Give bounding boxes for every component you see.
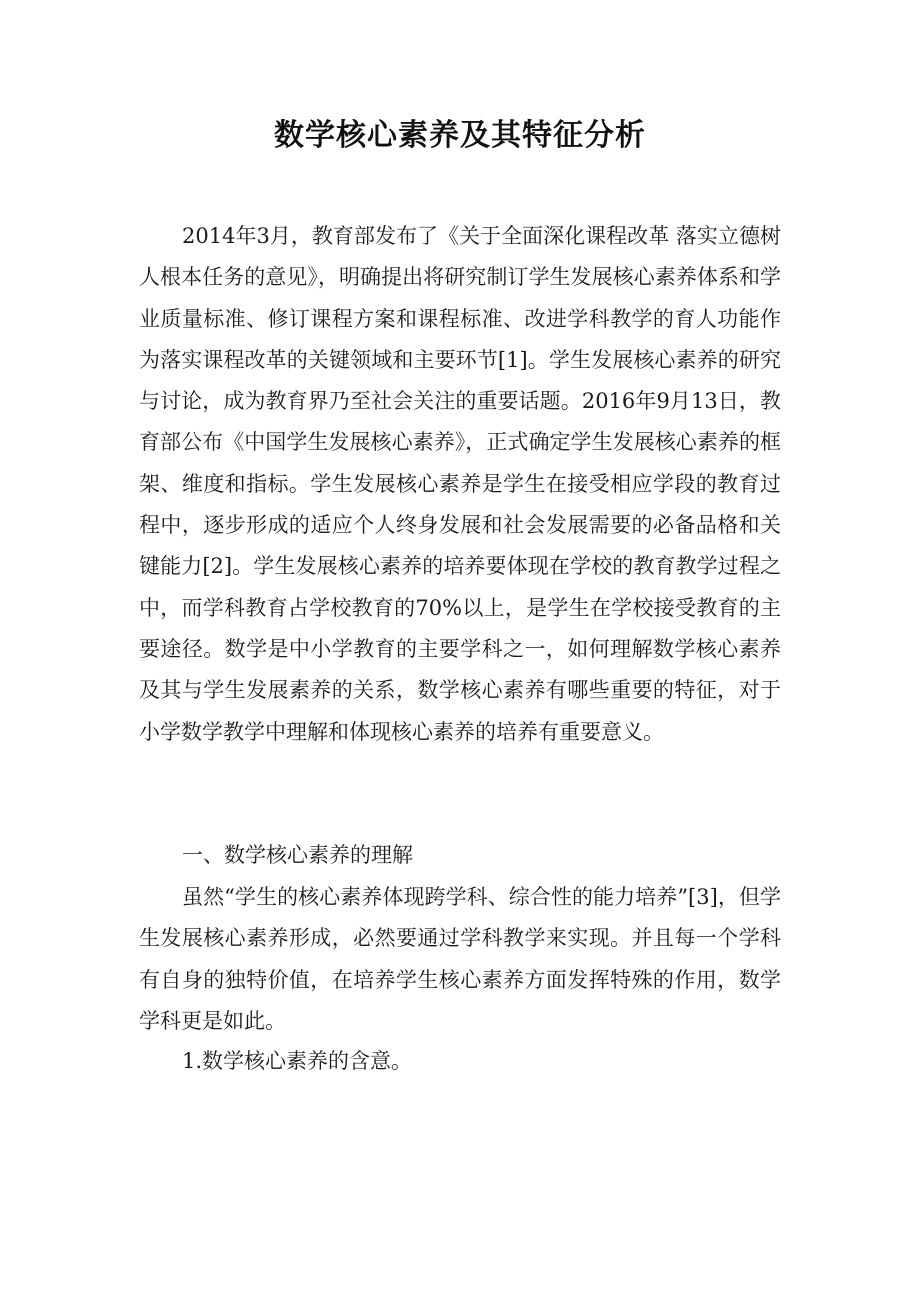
document-title: 数学核心素养及其特征分析	[274, 118, 646, 153]
intro-paragraph: 2014年3月，教育部发布了《关于全面深化课程改革 落实立德树人根本任务的意见》，明确提出将研究制订学生发展核心素养体系和学业质量标准、修订课程方案和课程标准、改进学科教学的育人功能作为落实课程改革的关键领域和主要环节[1]。学生发展核心素养的研究与讨论，成为教育界乃至社会关注的重要话题。2016年9月13日，教育部公布《中国学生发展核心素养》，正式确定学生发展核心素养的框架、维度和指标。学生发展核心素养是学生在接受相应学段的教育过程中，逐步形成的适应个人终身发展和社会发展需要的必备品格和关键能力[2]。学生发展核心素养的培养要体现在学校的教育教学过程之中，而学科教育占学校教育的70%以上，是学生在学校接受教育的主要途径。数学是中小学教育的主要学科之一，如何理解数学核心素养及其与学生发展素养的关系，数学核心素养有哪些重要的特征，对于小学数学教学中理解和体现核心素养的培养有重要意义。	[139, 224, 781, 744]
section-paragraph: 虽然“学生的核心素养体现跨学科、综合性的能力培养”[3]，但学生发展核心素养形成，必然要通过学科教学来实现。并且每一个学科有自身的独特价值，在培养学生核心素养方面发挥特殊的作用，数学学科更是如此。	[139, 885, 781, 1033]
section-heading: 一、数学核心素养的理解	[182, 843, 413, 867]
subsection-heading: 1.数学核心素养的含意。	[182, 1049, 413, 1073]
